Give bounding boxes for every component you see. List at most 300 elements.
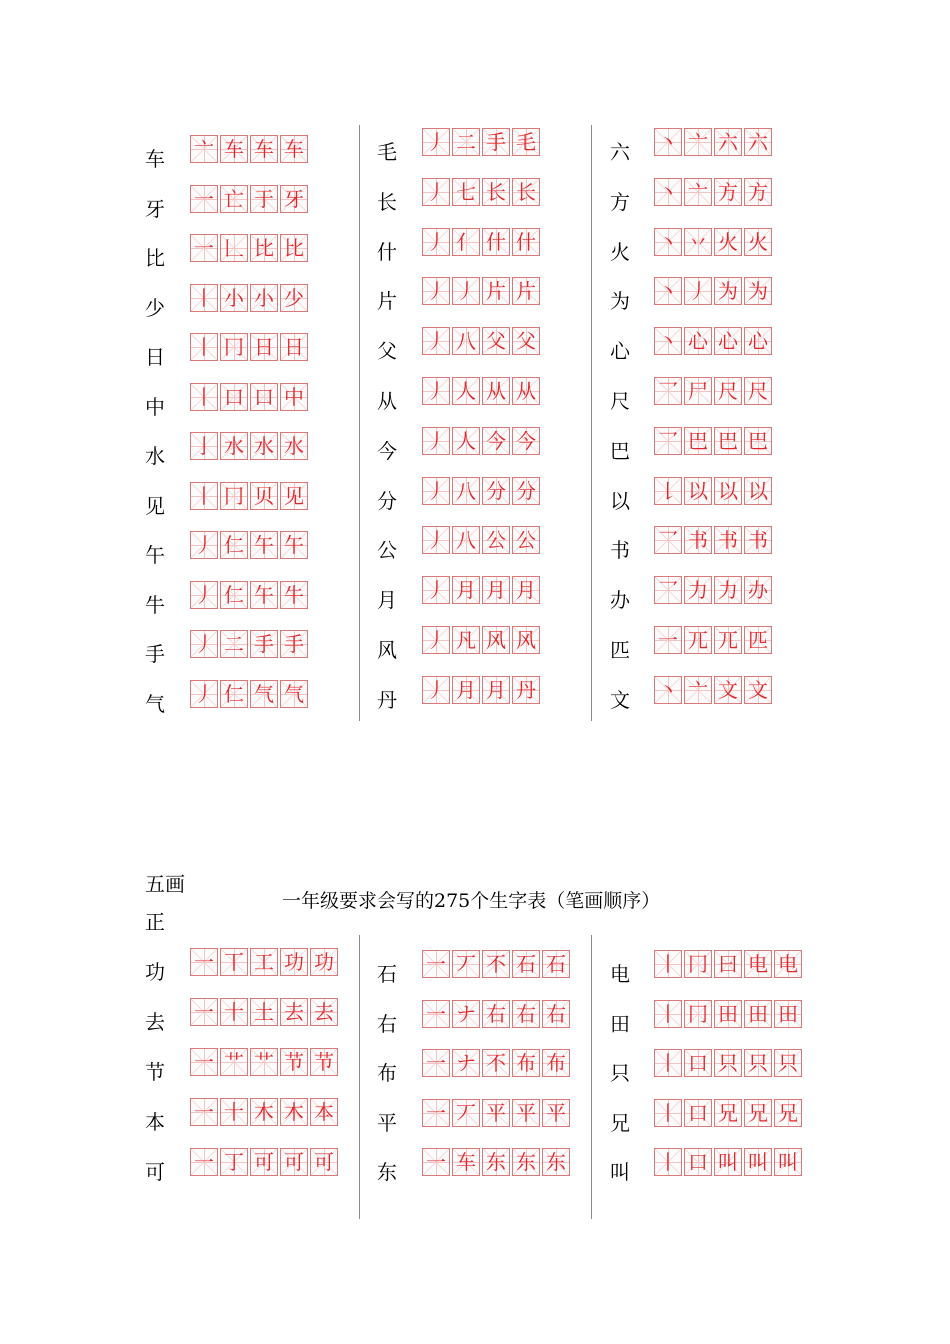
stroke-cell bbox=[422, 377, 450, 405]
stroke-glyph: 电 bbox=[748, 952, 768, 976]
stroke-cell bbox=[422, 228, 450, 256]
stroke-cell bbox=[220, 948, 248, 976]
stroke-order-strip bbox=[190, 383, 310, 411]
stroke-glyph: 以 bbox=[718, 478, 738, 503]
stroke-cell bbox=[744, 576, 772, 604]
stroke-order-strip bbox=[190, 333, 310, 361]
stroke-cell bbox=[654, 228, 682, 256]
stroke-cell bbox=[220, 1148, 248, 1176]
stroke-glyph: 小 bbox=[224, 285, 244, 310]
stroke-glyph: 艹 bbox=[224, 1050, 244, 1074]
stroke-cell bbox=[714, 950, 742, 978]
stroke-cell bbox=[654, 377, 682, 405]
stroke-cell bbox=[310, 1048, 338, 1076]
character-label: 风 bbox=[377, 638, 397, 662]
page-title: 一年级要求会写的275个生字表（笔画顺序） bbox=[282, 890, 661, 912]
stroke-cell bbox=[482, 1148, 510, 1176]
stroke-cell bbox=[684, 178, 712, 206]
stroke-glyph: 曰 bbox=[718, 952, 738, 976]
stroke-glyph: 什 bbox=[516, 229, 536, 254]
stroke-cell bbox=[482, 277, 510, 305]
stroke-glyph: 兀 bbox=[718, 628, 738, 652]
stroke-glyph: 兄 bbox=[748, 1100, 768, 1125]
stroke-glyph: 风 bbox=[486, 628, 506, 652]
stroke-glyph: 水 bbox=[224, 434, 244, 458]
stroke-cell bbox=[482, 128, 510, 156]
stroke-cell bbox=[684, 1049, 712, 1077]
stroke-glyph: 一 bbox=[194, 186, 214, 211]
stroke-glyph: 丨 bbox=[194, 335, 214, 359]
stroke-cell bbox=[280, 333, 308, 361]
stroke-cell bbox=[684, 277, 712, 305]
stroke-cell bbox=[512, 1099, 540, 1127]
stroke-glyph: 人 bbox=[456, 379, 476, 403]
stroke-order-strip bbox=[422, 427, 542, 455]
stroke-glyph: 右 bbox=[486, 1001, 506, 1026]
stroke-cell bbox=[654, 427, 682, 455]
stroke-cell bbox=[744, 1000, 772, 1028]
stroke-cell bbox=[744, 178, 772, 206]
stroke-glyph: ナ bbox=[456, 1051, 476, 1075]
stroke-glyph: 本 bbox=[314, 1100, 334, 1124]
stroke-cell bbox=[280, 135, 308, 163]
stroke-glyph: 丿 bbox=[426, 478, 446, 503]
stroke-glyph: 丶 bbox=[658, 329, 678, 354]
stroke-cell bbox=[452, 327, 480, 355]
stroke-glyph: 丿 bbox=[194, 582, 214, 607]
stroke-order-strip bbox=[422, 576, 542, 604]
stroke-order-strip bbox=[422, 626, 542, 654]
stroke-cell bbox=[220, 135, 248, 163]
stroke-order-strip bbox=[422, 327, 542, 355]
character-label: 比 bbox=[145, 246, 165, 270]
stroke-glyph: 书 bbox=[718, 528, 738, 553]
stroke-glyph: 手 bbox=[284, 632, 304, 656]
stroke-cell bbox=[280, 1048, 308, 1076]
stroke-order-strip bbox=[190, 581, 310, 609]
stroke-glyph: 片 bbox=[516, 279, 536, 304]
stroke-glyph: 丿 bbox=[426, 677, 446, 702]
stroke-glyph: 巴 bbox=[718, 428, 738, 453]
stroke-cell bbox=[482, 477, 510, 505]
stroke-cell bbox=[220, 284, 248, 312]
stroke-cell bbox=[422, 128, 450, 156]
stroke-cell bbox=[482, 327, 510, 355]
stroke-order-strip bbox=[654, 327, 774, 355]
stroke-glyph: 叫 bbox=[778, 1150, 798, 1174]
stroke-glyph: 心 bbox=[688, 329, 708, 354]
stroke-cell bbox=[482, 1049, 510, 1077]
stroke-glyph: 木 bbox=[284, 1100, 304, 1124]
character-label: 尺 bbox=[610, 389, 630, 413]
stroke-cell bbox=[744, 277, 772, 305]
stroke-cell bbox=[452, 128, 480, 156]
stroke-glyph: 丆 bbox=[456, 952, 476, 976]
stroke-glyph: 日 bbox=[254, 335, 274, 359]
stroke-glyph: 平 bbox=[546, 1100, 566, 1125]
stroke-order-strip bbox=[654, 178, 774, 206]
stroke-cell bbox=[714, 277, 742, 305]
stroke-order-strip bbox=[190, 432, 310, 460]
stroke-cell bbox=[744, 626, 772, 654]
stroke-glyph: 丿 bbox=[426, 379, 446, 403]
stroke-cell bbox=[714, 1148, 742, 1176]
stroke-glyph: 丹 bbox=[516, 677, 536, 702]
stroke-glyph: 以 bbox=[688, 478, 708, 503]
stroke-glyph: 只 bbox=[748, 1051, 768, 1075]
stroke-glyph: 分 bbox=[486, 478, 506, 503]
stroke-order-strip bbox=[190, 680, 310, 708]
character-label: 牛 bbox=[145, 592, 165, 617]
character-label: 牙 bbox=[145, 196, 165, 221]
stroke-cell bbox=[774, 1099, 802, 1127]
stroke-cell bbox=[714, 1099, 742, 1127]
stroke-order-strip bbox=[190, 948, 340, 976]
character-label: 心 bbox=[610, 339, 630, 364]
stroke-glyph: 父 bbox=[516, 329, 536, 354]
stroke-cell bbox=[250, 1048, 278, 1076]
stroke-cell bbox=[280, 998, 308, 1026]
stroke-glyph: 东 bbox=[546, 1150, 566, 1174]
stroke-order-strip bbox=[654, 1099, 804, 1127]
stroke-cell bbox=[714, 427, 742, 455]
stroke-glyph: 丷 bbox=[688, 229, 708, 254]
stroke-cell bbox=[512, 327, 540, 355]
stroke-cell bbox=[452, 526, 480, 554]
character-label: 叫 bbox=[610, 1160, 630, 1184]
stroke-glyph: 只 bbox=[778, 1051, 798, 1075]
stroke-cell bbox=[714, 477, 742, 505]
stroke-cell bbox=[714, 228, 742, 256]
stroke-glyph: 丿 bbox=[426, 130, 446, 154]
stroke-glyph: 丁 bbox=[224, 1150, 244, 1174]
stroke-order-strip bbox=[654, 576, 774, 604]
stroke-cell bbox=[714, 526, 742, 554]
stroke-order-strip bbox=[190, 630, 310, 658]
stroke-cell bbox=[714, 1000, 742, 1028]
stroke-cell bbox=[542, 1148, 570, 1176]
divider-top-2 bbox=[591, 125, 592, 721]
stroke-order-strip bbox=[422, 1000, 572, 1028]
stroke-glyph: 午 bbox=[254, 582, 274, 607]
stroke-glyph: 乛 bbox=[658, 379, 678, 403]
stroke-glyph: 可 bbox=[284, 1150, 304, 1174]
character-label: 水 bbox=[145, 444, 165, 468]
stroke-glyph: 从 bbox=[516, 379, 536, 403]
stroke-order-strip bbox=[654, 427, 774, 455]
stroke-glyph: 丿 bbox=[456, 279, 476, 304]
stroke-cell bbox=[714, 676, 742, 704]
stroke-glyph: 巴 bbox=[688, 428, 708, 453]
stroke-cell bbox=[774, 950, 802, 978]
divider-bottom-2 bbox=[591, 935, 592, 1219]
stroke-order-strip bbox=[654, 128, 774, 156]
stroke-cell bbox=[190, 948, 218, 976]
stroke-cell bbox=[422, 676, 450, 704]
stroke-cell bbox=[250, 1148, 278, 1176]
stroke-glyph: 田 bbox=[748, 1001, 768, 1026]
stroke-cell bbox=[482, 576, 510, 604]
stroke-glyph: 从 bbox=[486, 379, 506, 403]
stroke-glyph: 丿 bbox=[426, 329, 446, 354]
character-label: 公 bbox=[377, 538, 397, 563]
stroke-cell bbox=[280, 630, 308, 658]
stroke-glyph: 丿 bbox=[194, 632, 214, 656]
stroke-cell bbox=[190, 333, 218, 361]
stroke-cell bbox=[452, 576, 480, 604]
stroke-cell bbox=[714, 377, 742, 405]
stroke-glyph: 长 bbox=[516, 179, 536, 204]
stroke-glyph: 仁 bbox=[224, 681, 244, 706]
character-label: 火 bbox=[610, 239, 630, 264]
stroke-cell bbox=[684, 626, 712, 654]
stroke-glyph: 水 bbox=[284, 434, 304, 458]
stroke-cell bbox=[250, 284, 278, 312]
stroke-cell bbox=[452, 626, 480, 654]
stroke-order-strip bbox=[654, 377, 774, 405]
stroke-cell bbox=[482, 526, 510, 554]
stroke-glyph: 长 bbox=[486, 179, 506, 204]
stroke-cell bbox=[452, 178, 480, 206]
stroke-glyph: 亠 bbox=[688, 130, 708, 154]
stroke-glyph: 丶 bbox=[658, 130, 678, 154]
stroke-cell bbox=[482, 1099, 510, 1127]
stroke-glyph: 丶 bbox=[658, 229, 678, 254]
character-label: 东 bbox=[377, 1160, 397, 1184]
stroke-glyph: ナ bbox=[456, 1001, 476, 1026]
stroke-cell bbox=[744, 1099, 772, 1127]
character-label: 毛 bbox=[377, 140, 397, 164]
stroke-cell bbox=[684, 327, 712, 355]
stroke-cell bbox=[280, 432, 308, 460]
stroke-cell bbox=[542, 950, 570, 978]
stroke-cell bbox=[542, 1049, 570, 1077]
stroke-cell bbox=[654, 576, 682, 604]
stroke-cell bbox=[190, 1098, 218, 1126]
stroke-cell bbox=[774, 1049, 802, 1077]
stroke-cell bbox=[220, 581, 248, 609]
stroke-cell bbox=[220, 531, 248, 559]
stroke-glyph: 十 bbox=[224, 1100, 244, 1124]
stroke-cell bbox=[744, 327, 772, 355]
stroke-glyph: 人 bbox=[456, 428, 476, 453]
stroke-cell bbox=[280, 383, 308, 411]
stroke-glyph: 文 bbox=[748, 677, 768, 702]
stroke-order-strip bbox=[422, 1148, 572, 1176]
stroke-cell bbox=[684, 1000, 712, 1028]
stroke-glyph: 冂 bbox=[224, 483, 244, 508]
stroke-cell bbox=[512, 228, 540, 256]
stroke-cell bbox=[310, 1148, 338, 1176]
stroke-cell bbox=[190, 135, 218, 163]
character-label: 为 bbox=[610, 289, 630, 314]
stroke-cell bbox=[250, 630, 278, 658]
stroke-glyph: 书 bbox=[748, 528, 768, 553]
stroke-glyph: 车 bbox=[224, 137, 244, 161]
stroke-cell bbox=[512, 950, 540, 978]
stroke-cell bbox=[422, 327, 450, 355]
stroke-glyph: 尺 bbox=[748, 379, 768, 403]
stroke-cell bbox=[422, 526, 450, 554]
section-label: 五画 bbox=[145, 872, 185, 896]
stroke-cell bbox=[482, 377, 510, 405]
stroke-glyph: 布 bbox=[546, 1051, 566, 1075]
stroke-cell bbox=[250, 383, 278, 411]
stroke-order-strip bbox=[190, 284, 310, 312]
character-label: 正 bbox=[145, 910, 165, 934]
stroke-glyph: 月 bbox=[456, 677, 476, 702]
stroke-cell bbox=[250, 581, 278, 609]
stroke-order-strip bbox=[190, 1098, 340, 1126]
stroke-cell bbox=[250, 482, 278, 510]
stroke-cell bbox=[280, 948, 308, 976]
stroke-glyph: 口 bbox=[224, 384, 244, 409]
stroke-glyph: 田 bbox=[718, 1001, 738, 1026]
character-label: 见 bbox=[145, 493, 165, 518]
character-label: 石 bbox=[377, 962, 397, 986]
character-label: 午 bbox=[145, 543, 165, 567]
stroke-cell bbox=[744, 477, 772, 505]
stroke-glyph: 六 bbox=[718, 130, 738, 154]
stroke-glyph: 亅 bbox=[194, 434, 214, 458]
stroke-cell bbox=[512, 1049, 540, 1077]
stroke-glyph: 月 bbox=[456, 578, 476, 603]
stroke-order-strip bbox=[654, 950, 804, 978]
stroke-glyph: 一 bbox=[426, 1150, 446, 1174]
stroke-order-strip bbox=[190, 482, 310, 510]
stroke-cell bbox=[512, 1000, 540, 1028]
stroke-cell bbox=[452, 950, 480, 978]
stroke-cell bbox=[654, 1148, 682, 1176]
stroke-glyph: 丨 bbox=[194, 384, 214, 409]
stroke-cell bbox=[452, 676, 480, 704]
stroke-glyph: 一 bbox=[426, 1051, 446, 1075]
stroke-cell bbox=[684, 427, 712, 455]
stroke-cell bbox=[452, 1148, 480, 1176]
stroke-glyph: 心 bbox=[718, 329, 738, 354]
character-label: 巴 bbox=[610, 438, 630, 463]
stroke-glyph: 火 bbox=[748, 229, 768, 254]
stroke-glyph: 丨 bbox=[194, 285, 214, 310]
stroke-glyph: 可 bbox=[254, 1150, 274, 1174]
character-label: 六 bbox=[610, 140, 630, 164]
stroke-glyph: 𠃊 bbox=[224, 236, 244, 260]
stroke-cell bbox=[542, 1099, 570, 1127]
stroke-cell bbox=[654, 626, 682, 654]
stroke-glyph: 方 bbox=[748, 179, 768, 204]
stroke-glyph: 平 bbox=[486, 1100, 506, 1125]
character-label: 功 bbox=[145, 960, 165, 984]
stroke-cell bbox=[220, 185, 248, 213]
stroke-cell bbox=[452, 427, 480, 455]
stroke-order-strip bbox=[654, 1000, 804, 1028]
stroke-glyph: 一 bbox=[194, 236, 214, 260]
stroke-cell bbox=[684, 228, 712, 256]
stroke-cell bbox=[220, 432, 248, 460]
stroke-cell bbox=[220, 680, 248, 708]
character-label: 月 bbox=[377, 588, 397, 613]
stroke-cell bbox=[714, 128, 742, 156]
stroke-cell bbox=[220, 630, 248, 658]
character-label: 今 bbox=[377, 438, 397, 463]
stroke-glyph: 丨 bbox=[194, 483, 214, 508]
stroke-glyph: 心 bbox=[748, 329, 768, 354]
stroke-cell bbox=[422, 427, 450, 455]
stroke-glyph: 丶 bbox=[658, 677, 678, 702]
stroke-cell bbox=[280, 531, 308, 559]
stroke-cell bbox=[482, 178, 510, 206]
stroke-glyph: 仁 bbox=[224, 582, 244, 607]
stroke-glyph: 分 bbox=[516, 478, 536, 503]
stroke-glyph: 书 bbox=[688, 528, 708, 553]
stroke-glyph: 丨 bbox=[658, 1001, 678, 1026]
stroke-glyph: 兀 bbox=[688, 628, 708, 652]
character-label: 丹 bbox=[377, 687, 397, 712]
stroke-cell bbox=[684, 576, 712, 604]
stroke-order-strip bbox=[422, 377, 542, 405]
character-label: 手 bbox=[145, 642, 165, 666]
stroke-cell bbox=[744, 526, 772, 554]
stroke-cell bbox=[684, 950, 712, 978]
stroke-cell bbox=[744, 676, 772, 704]
stroke-glyph: 气 bbox=[254, 681, 274, 706]
stroke-order-strip bbox=[190, 185, 310, 213]
stroke-cell bbox=[512, 427, 540, 455]
stroke-cell bbox=[744, 228, 772, 256]
stroke-glyph: 丶 bbox=[658, 179, 678, 204]
stroke-cell bbox=[512, 277, 540, 305]
stroke-glyph: 手 bbox=[254, 632, 274, 656]
stroke-glyph: 午 bbox=[254, 533, 274, 557]
stroke-glyph: 以 bbox=[748, 478, 768, 503]
stroke-order-strip bbox=[190, 531, 310, 559]
stroke-cell bbox=[744, 128, 772, 156]
stroke-order-strip bbox=[654, 676, 774, 704]
stroke-glyph: 丿 bbox=[194, 533, 214, 557]
character-label: 去 bbox=[145, 1010, 165, 1034]
character-label: 文 bbox=[610, 687, 630, 712]
stroke-glyph: 少 bbox=[284, 285, 304, 310]
stroke-glyph: 一 bbox=[426, 1100, 446, 1125]
stroke-order-strip bbox=[422, 950, 572, 978]
stroke-glyph: 水 bbox=[254, 434, 274, 458]
stroke-glyph: 口 bbox=[688, 1100, 708, 1125]
stroke-cell bbox=[512, 128, 540, 156]
stroke-order-strip bbox=[654, 1049, 804, 1077]
stroke-cell bbox=[684, 128, 712, 156]
stroke-glyph: 节 bbox=[314, 1050, 334, 1074]
stroke-cell bbox=[482, 427, 510, 455]
stroke-cell bbox=[512, 178, 540, 206]
stroke-order-strip bbox=[190, 998, 340, 1026]
stroke-cell bbox=[422, 576, 450, 604]
stroke-glyph: 丿 bbox=[426, 179, 446, 204]
stroke-cell bbox=[190, 1148, 218, 1176]
stroke-order-strip bbox=[422, 1099, 572, 1127]
character-label: 日 bbox=[145, 345, 165, 369]
stroke-cell bbox=[482, 228, 510, 256]
stroke-cell bbox=[190, 1048, 218, 1076]
character-label: 节 bbox=[145, 1060, 165, 1084]
stroke-cell bbox=[280, 1148, 308, 1176]
character-label: 右 bbox=[377, 1011, 397, 1036]
character-label: 田 bbox=[610, 1011, 630, 1036]
stroke-cell bbox=[250, 680, 278, 708]
stroke-cell bbox=[684, 377, 712, 405]
stroke-cell bbox=[250, 333, 278, 361]
stroke-glyph: 八 bbox=[456, 478, 476, 503]
stroke-cell bbox=[684, 1099, 712, 1127]
